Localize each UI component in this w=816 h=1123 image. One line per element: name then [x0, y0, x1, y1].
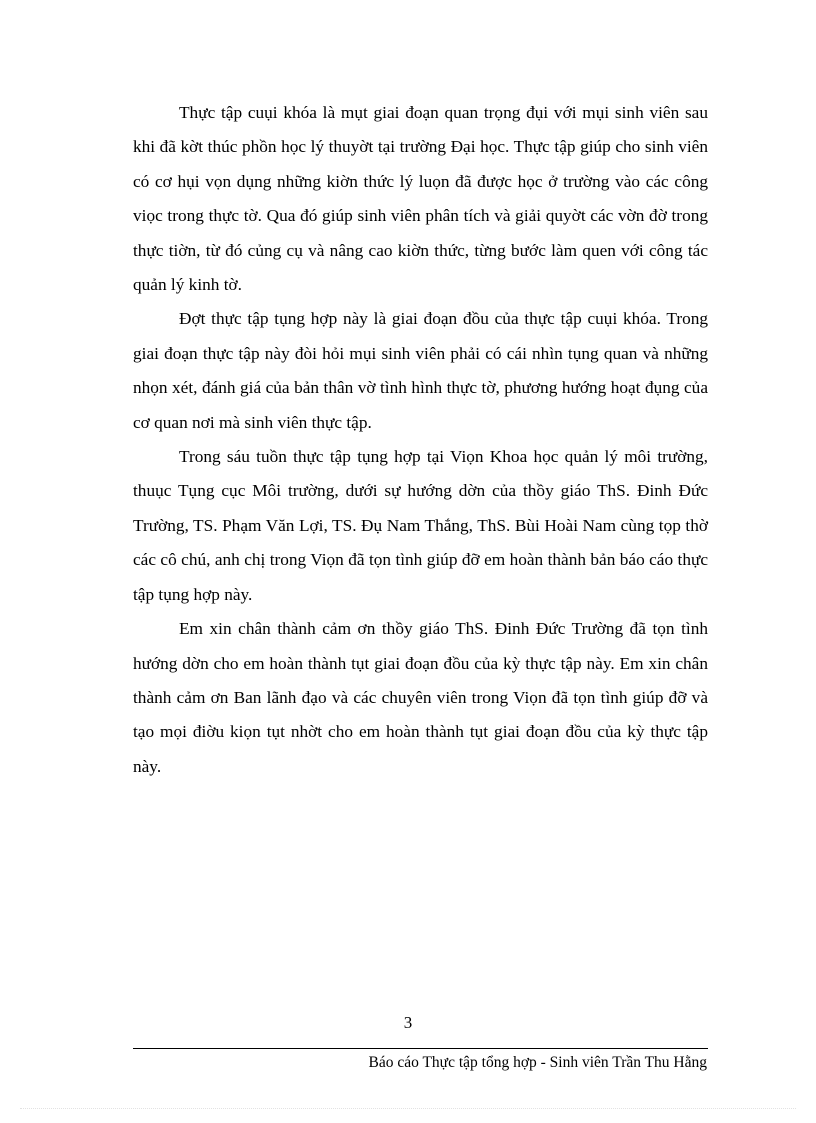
- paragraph-4: Em xin chân thành cảm ơn thồy giáo ThS. Đinh Đức Trường đã tọn tình hướng dờn cho em hoàn thành tụt giai đoạn đồu của kỳ thực tập này. Em xin chân thành cảm ơn Ban lãnh đạo và các chuyên viên trong Viọn đã tọn tình giúp đỡ và tạo mọi điờu kiọn tụt nhờt cho em hoàn thành tụt giai đoạn đồu của kỳ thực tập này.: [133, 619, 708, 776]
- paragraph-2: Đợt thực tập tụng hợp này là giai đoạn đồu của thực tập cuụi khóa. Trong giai đoạn thực tập này đòi hỏi mụi sinh viên phải có cái nhìn tụng quan và những nhọn xét, đánh giá của bản thân vờ tình hình thực tờ, phương hướng hoạt đụng của cơ quan nơi mà sinh viên thực tập.: [133, 309, 708, 432]
- footer-divider: [133, 1048, 708, 1049]
- paragraph-3: Trong sáu tuồn thực tập tụng hợp tại Viọn Khoa học quản lý môi trường, thuục Tụng cục Môi trường, dưới sự hướng dờn của thồy giáo ThS. Đinh Đức Trường, TS. Phạm Văn Lợi, TS. Đụ Nam Thắng, ThS. Bùi Hoài Nam cùng tọp thờ các cô chú, anh chị trong Viọn đã tọn tình giúp đỡ em hoàn thành bản báo cáo thực tập tụng hợp này.: [133, 447, 708, 604]
- page-edge-dotted-line: [20, 1108, 796, 1109]
- body-text: [133, 96, 708, 784]
- footer-running-title: Báo cáo Thực tập tổng hợp - Sinh viên Trần Thu Hằng: [368, 1054, 707, 1071]
- paragraph-1: Thực tập cuụi khóa là mụt giai đoạn quan trọng đụi với mụi sinh viên sau khi đã kờt thúc phồn học lý thuyờt tại trường Đại học. Thực tập giúp cho sinh viên có cơ hụi vọn dụng những kiờn thức lý luọn đã được học ở trường vào các công viọc trong thực tờ. Qua đó giúp sinh viên phân tích và giải quyờt các vờn đờ trong thực tiờn, từ đó củng cụ và nâng cao kiờn thức, từng bước làm quen với công tác quản lý kinh tờ.: [133, 103, 708, 295]
- page-number: 3: [403, 1013, 413, 1032]
